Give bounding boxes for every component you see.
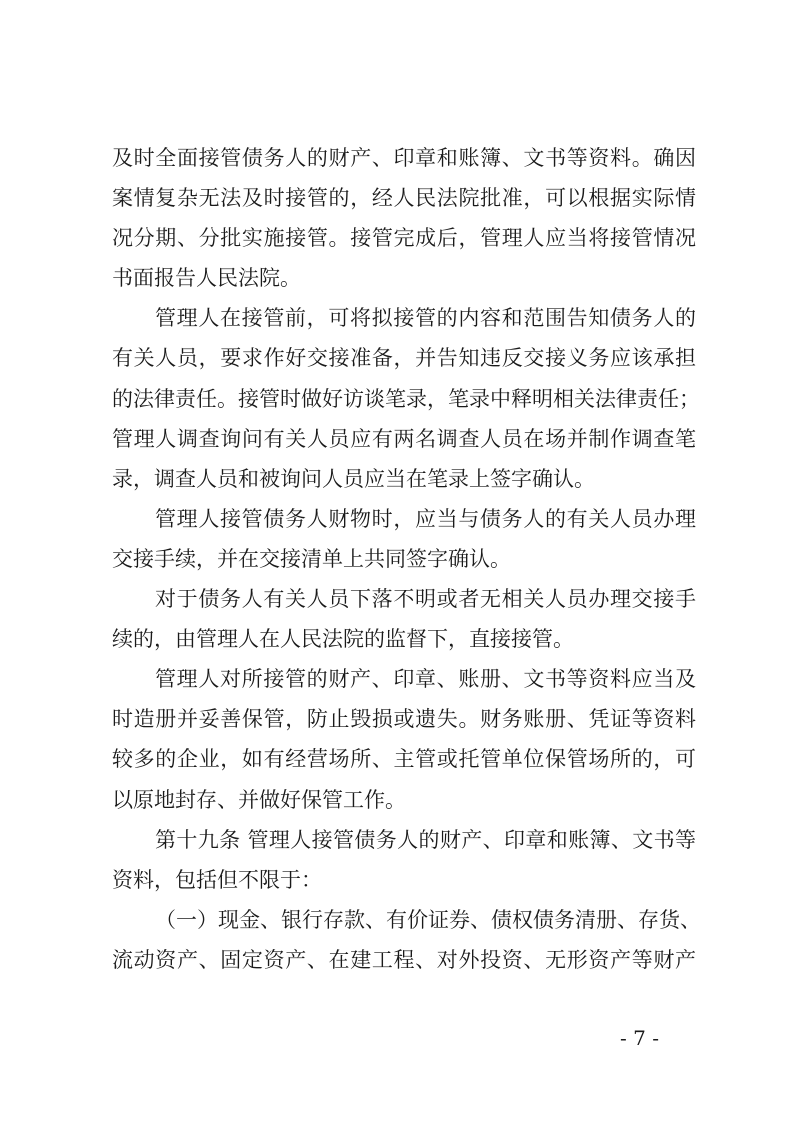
text-line: 及时全面接管债务人的财产、印章和账簿、文书等资料。确因 bbox=[112, 146, 696, 170]
body-text bbox=[112, 138, 701, 980]
text-line: 续的，由管理人在人民法院的监督下，直接接管。 bbox=[112, 627, 574, 652]
text-line: 第十九条 管理人接管债务人的财产、印章和账簿、文书等 bbox=[155, 827, 696, 852]
text-line: 对于债务人有关人员下落不明或者无相关人员办理交接手 bbox=[155, 587, 696, 612]
text-line: 管理人对所接管的财产、印章、账册、文书等资料应当及 bbox=[155, 667, 696, 692]
text-line: 的法律责任。接管时做好访谈笔录，笔录中释明相关法律责任； bbox=[112, 386, 700, 411]
text-line: 流动资产、固定资产、在建工程、对外投资、无形资产等财产 bbox=[112, 947, 696, 972]
text-line: 交接手续，并在交接清单上共同签字确认。 bbox=[112, 546, 511, 571]
text-line: 时造册并妥善保管，防止毁损或遗失。财务账册、凭证等资料 bbox=[112, 707, 696, 732]
text-line: 有关人员，要求作好交接准备，并告知违反交接义务应该承担 bbox=[112, 346, 696, 371]
text-line: 况分期、分批实施接管。接管完成后，管理人应当将接管情况 bbox=[112, 226, 696, 251]
text-line: 管理人在接管前，可将拟接管的内容和范围告知债务人的 bbox=[155, 306, 696, 331]
text-line: （一）现金、银行存款、有价证券、债权债务清册、存货、 bbox=[155, 907, 701, 932]
text-line: 录，调查人员和被询问人员应当在笔录上签字确认。 bbox=[112, 466, 595, 491]
text-line: 以原地封存、并做好保管工作。 bbox=[112, 787, 406, 812]
text-line: 案情复杂无法及时接管的，经人民法院批准，可以根据实际情 bbox=[112, 186, 696, 211]
text-line: 较多的企业，如有经营场所、主管或托管单位保管场所的，可 bbox=[112, 747, 696, 772]
text-line: 管理人调查询问有关人员应有两名调查人员在场并制作调查笔 bbox=[112, 426, 696, 451]
text-line: 资料，包括但不限于： bbox=[112, 867, 322, 892]
page-number: - 7 - bbox=[620, 1026, 659, 1050]
text-line: 管理人接管债务人财物时，应当与债务人的有关人员办理 bbox=[155, 506, 696, 531]
text-line: 书面报告人民法院。 bbox=[112, 266, 301, 291]
